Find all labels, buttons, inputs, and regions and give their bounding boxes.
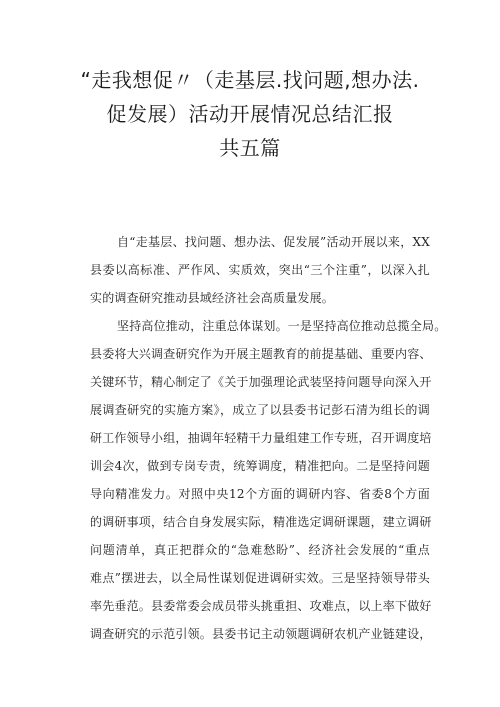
body-line: 自“走基层、找问题、想办法、促发展”活动开展以来，XX — [117, 235, 430, 249]
body-line: 调查研究的示范引领。县委书记主动领题调研农机产业链建设， — [90, 627, 432, 641]
body-line: 训会4次，做到专岗专责，统筹调度，精准把向。二是坚持问题 — [90, 459, 430, 473]
body-line: 实的调查研究推动县域经济社会高质量发展。 — [90, 291, 335, 305]
document-title-line-2: 促发展）活动开展情况总结汇报 — [106, 102, 394, 126]
body-line: 县委将大兴调查研究作为开展主题教育的前提基础、重要内容、 — [90, 347, 432, 361]
body-line: 研工作领导小组，抽调年轻精干力量组建工作专班，召开调度培 — [90, 431, 432, 445]
document-title-line-3: 共五篇 — [219, 136, 281, 160]
body-line: 导向精准发力。对照中央12个方面的调研内容、省委8个方面 — [90, 487, 430, 501]
body-line: 率先垂范。县委常委会成员带头挑重担、攻难点，以上率下做好 — [90, 599, 432, 613]
body-line: 关键环节，精心制定了《关于加强理论武装坚持问题导向深入开 — [90, 375, 432, 389]
body-line: 展调查研究的实施方案》，成立了以县委书记彭石清为组长的调 — [90, 403, 430, 417]
body-line: 县委以高标准、严作风、实质效，突出“三个注重”，以深入扎 — [90, 263, 430, 277]
body-line: 的调研事项，结合自身发展实际，精准选定调研课题，建立调研 — [90, 515, 432, 529]
body-line: 坚持高位推动，注重总体谋划。一是坚持高位推动总揽全局。 — [117, 319, 447, 333]
document-title-line-1: “走我想促〃（走基层.找问题,想办法. — [80, 68, 420, 92]
body-line: 问题清单，真正把群众的“急难愁盼”、经济社会发展的“重点 — [90, 543, 430, 557]
body-line: 难点”摆进去，以全局性谋划促进调研实效。三是坚持领导带头 — [90, 571, 430, 585]
